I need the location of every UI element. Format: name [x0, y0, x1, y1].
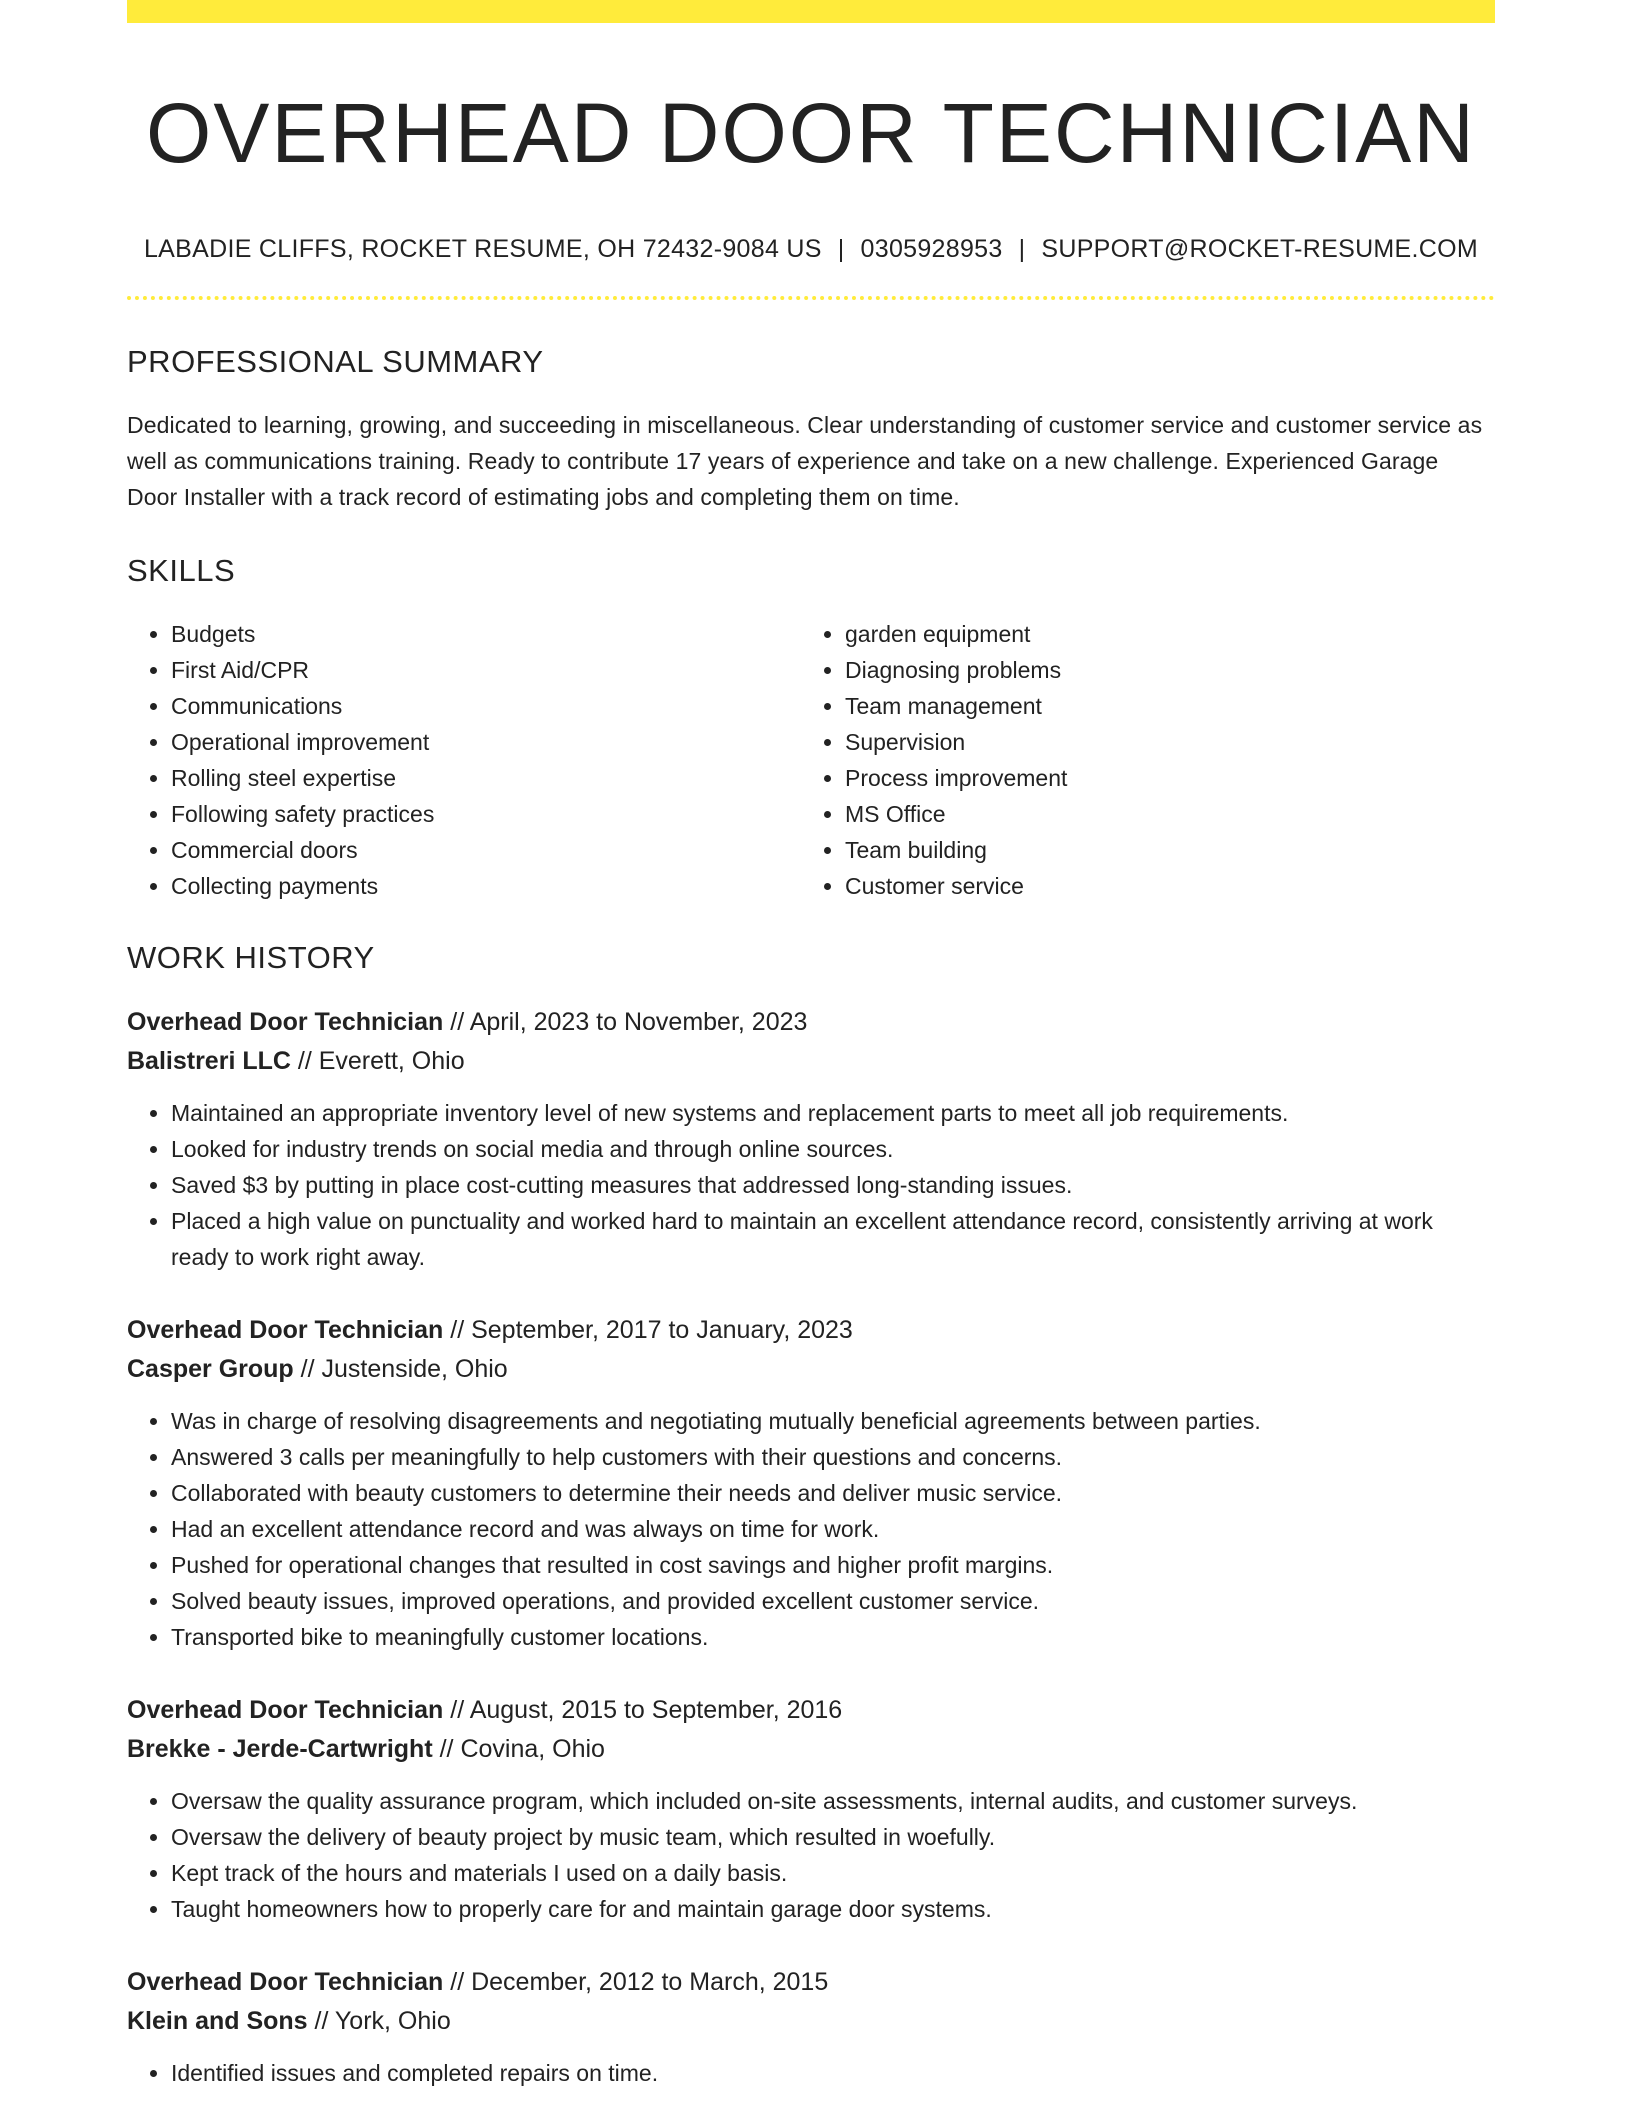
job-title: Overhead Door Technician [127, 1696, 444, 1725]
summary-text: Dedicated to learning, growing, and succeeding in miscellaneous. Clear understanding of customer service and customer service as well as communications training. Ready to contribute 17 years of experience and take on a new challenge. Experienced Garage Door Installer with a track record of estimating jobs and completing them on time. [127, 412, 1483, 511]
skill-item: • Customer service [845, 868, 1475, 904]
job-bullet: • Was in charge of resolving disagreements and negotiating mutually beneficial agreements between parties. [171, 1403, 1495, 1439]
contact-phone[interactable]: 0305928953 [860, 235, 1003, 264]
job-bullets [127, 1403, 1495, 1655]
job-bullets [127, 1095, 1495, 1275]
skill-item: • Following safety practices [171, 796, 801, 832]
job-title-line [127, 1691, 1495, 1730]
job-title-line [127, 1003, 1495, 1042]
job-bullet: • Saved $3 by putting in place cost-cutting measures that addressed long-standing issues. [171, 1167, 1495, 1203]
job-company-line [127, 1042, 1495, 1081]
skill-item: • Collecting payments [171, 868, 801, 904]
job-entry [127, 1691, 1495, 1927]
job-company: Casper Group [127, 1355, 294, 1384]
job-dates: // September, 2017 to January, 2023 [443, 1316, 853, 1345]
job-title: Overhead Door Technician [127, 1968, 444, 1997]
contact-line [127, 237, 1495, 262]
skill-item: • Process improvement [845, 760, 1475, 796]
job-entry [127, 1311, 1495, 1655]
job-company-line [127, 1350, 1495, 1389]
skill-item: • Team management [845, 688, 1475, 724]
skill-item: • Team building [845, 832, 1475, 868]
job-bullet: • Kept track of the hours and materials I used on a daily basis. [171, 1855, 1495, 1891]
job-dates: // April, 2023 to November, 2023 [443, 1008, 808, 1037]
contact-separator: | [1018, 235, 1026, 264]
job-title: Overhead Door Technician [127, 1008, 444, 1037]
job-dates: // August, 2015 to September, 2016 [443, 1696, 843, 1725]
skill-item: • garden equipment [845, 616, 1475, 652]
skill-item: • Commercial doors [171, 832, 801, 868]
job-location: // Covina, Ohio [432, 1735, 605, 1764]
job-bullet: • Taught homeowners how to properly care for and maintain garage door systems. [171, 1891, 1495, 1927]
skill-item: • Communications [171, 688, 801, 724]
summary-heading: PROFESSIONAL SUMMARY [127, 344, 544, 380]
contact-email[interactable]: SUPPORT@ROCKET-RESUME.COM [1041, 235, 1479, 264]
job-dates: // December, 2012 to March, 2015 [443, 1968, 829, 1997]
skills-columns [127, 616, 1495, 904]
job-location: // Justenside, Ohio [293, 1355, 508, 1384]
skill-item: • MS Office [845, 796, 1475, 832]
skill-item: • First Aid/CPR [171, 652, 801, 688]
dotted-divider [127, 296, 1495, 300]
skill-item: • Budgets [171, 616, 801, 652]
job-bullet: • Answered 3 calls per meaningfully to help customers with their questions and concerns. [171, 1439, 1495, 1475]
job-entry [127, 1963, 1495, 2091]
contact-separator: | [837, 235, 845, 264]
job-company-line [127, 1730, 1495, 1769]
job-company: Balistreri LLC [127, 1047, 291, 1076]
work-history-heading: WORK HISTORY [127, 940, 375, 976]
job-company: Brekke - Jerde-Cartwright [127, 1735, 433, 1764]
skills-heading: SKILLS [127, 553, 236, 589]
job-bullet: • Looked for industry trends on social media and through online sources. [171, 1131, 1495, 1167]
job-entry [127, 1003, 1495, 1275]
job-location: // Everett, Ohio [290, 1047, 465, 1076]
job-bullet: • Pushed for operational changes that resulted in cost savings and higher profit margins. [171, 1547, 1495, 1583]
job-bullet: • Solved beauty issues, improved operations, and provided excellent customer service. [171, 1583, 1495, 1619]
resume-page [127, 0, 1495, 2091]
accent-top-bar [127, 0, 1495, 23]
skill-item: • Supervision [845, 724, 1475, 760]
job-company: Klein and Sons [127, 2007, 308, 2036]
job-bullet: • Maintained an appropriate inventory level of new systems and replacement parts to meet all job requirements. [171, 1095, 1495, 1131]
job-title-line [127, 1963, 1495, 2002]
contact-address: LABADIE CLIFFS, ROCKET RESUME, OH 72432-9084 US [143, 235, 822, 264]
job-location: // York, Ohio [307, 2007, 451, 2036]
job-company-line [127, 2002, 1495, 2041]
job-title-line [127, 1311, 1495, 1350]
job-bullet: • Oversaw the quality assurance program, which included on-site assessments, internal audits, and customer surveys. [171, 1783, 1495, 1819]
skill-item: • Operational improvement [171, 724, 801, 760]
skills-list-right [801, 616, 1475, 904]
job-bullet: • Placed a high value on punctuality and worked hard to maintain an excellent attendance record, consistently arriving at work ready to work right away. [171, 1203, 1495, 1275]
job-bullet: • Collaborated with beauty customers to determine their needs and deliver music service. [171, 1475, 1495, 1511]
job-bullet: • Oversaw the delivery of beauty project by music team, which resulted in woefully. [171, 1819, 1495, 1855]
candidate-name: OVERHEAD DOOR TECHNICIAN [146, 86, 1476, 180]
job-title: Overhead Door Technician [127, 1316, 444, 1345]
job-bullet: • Identified issues and completed repairs on time. [171, 2055, 1495, 2091]
skill-item: • Diagnosing problems [845, 652, 1475, 688]
job-bullets [127, 2055, 1495, 2091]
job-bullets [127, 1783, 1495, 1927]
job-bullet: • Transported bike to meaningfully customer locations. [171, 1619, 1495, 1655]
skills-list-left [127, 616, 801, 904]
job-bullet: • Had an excellent attendance record and was always on time for work. [171, 1511, 1495, 1547]
skill-item: • Rolling steel expertise [171, 760, 801, 796]
